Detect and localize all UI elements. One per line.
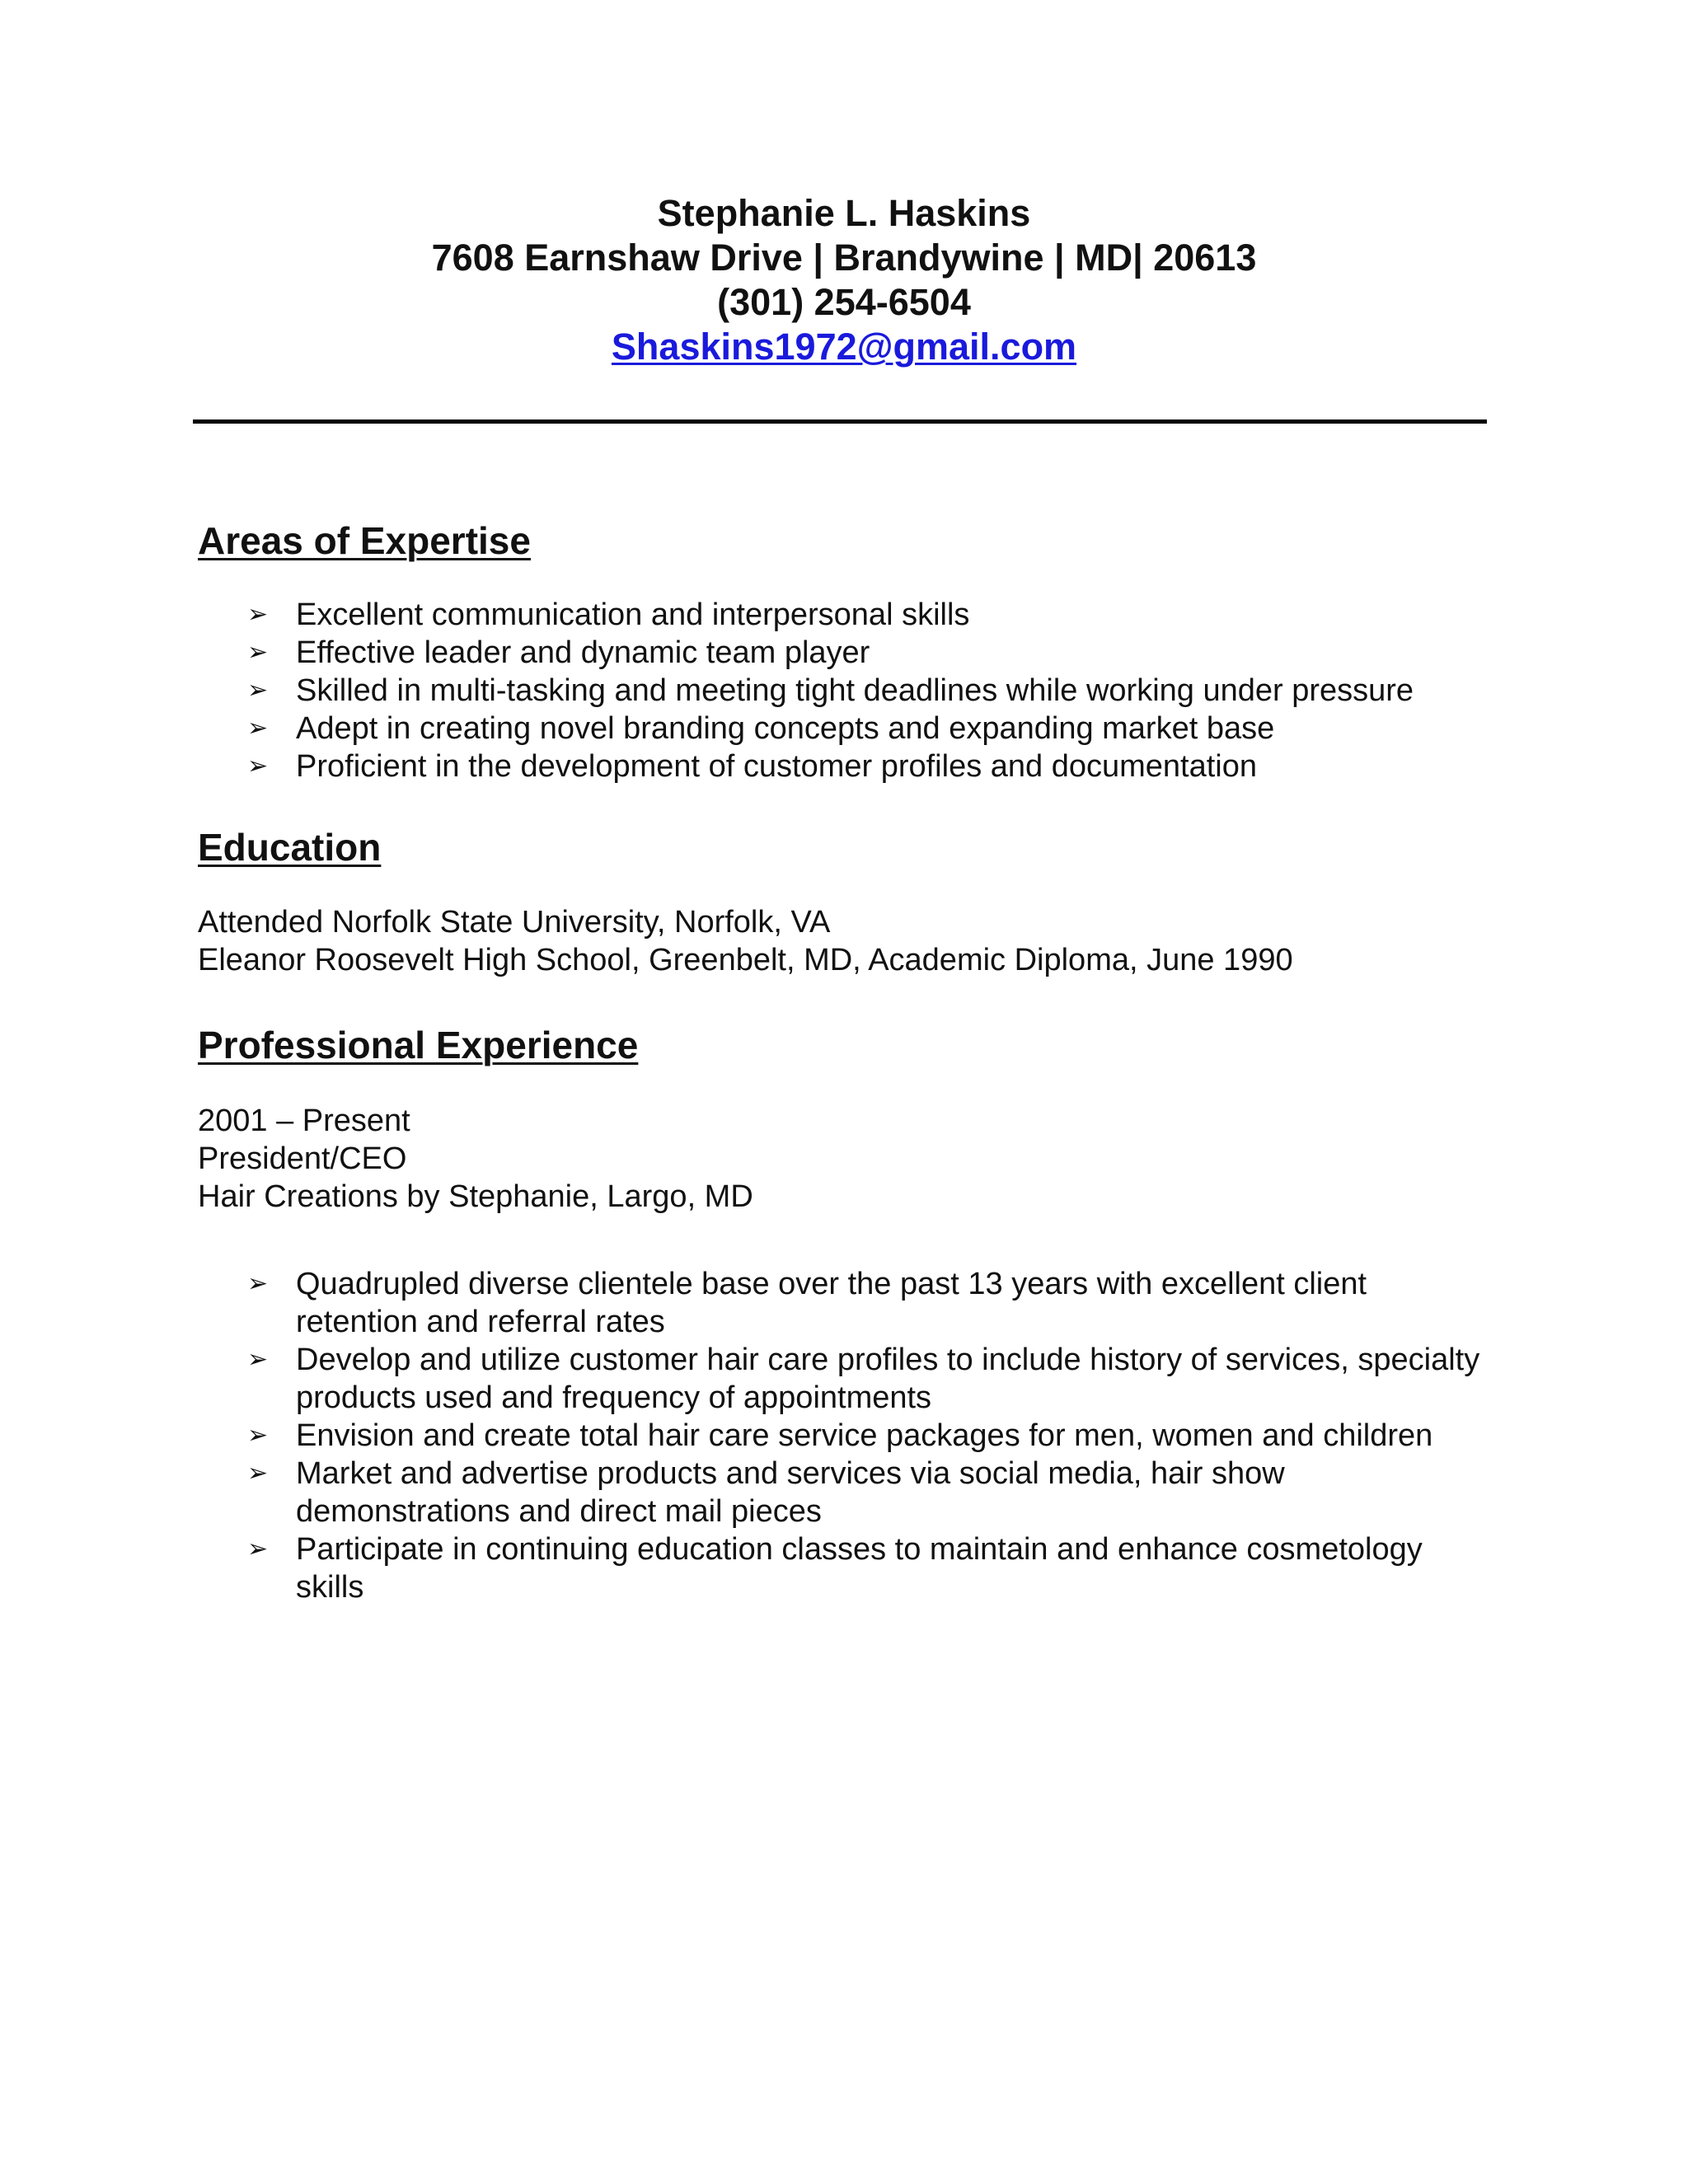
job-dates: 2001 – Present — [198, 1104, 410, 1138]
phone-number: (301) 254-6504 — [717, 281, 971, 323]
arrowhead-bullet-icon: ➢ — [247, 1459, 269, 1488]
list-item: ➢ Envision and create total hair care service packages for men, women and children — [247, 1418, 1433, 1453]
arrowhead-bullet-icon: ➢ — [247, 1421, 269, 1450]
education-heading: Education — [198, 826, 382, 869]
arrowhead-bullet-icon: ➢ — [247, 676, 269, 705]
list-item: ➢ Excellent communication and interpersonal skills — [247, 598, 970, 632]
education-line: Eleanor Roosevelt High School, Greenbelt, MD, Academic Diploma, June 1990 — [198, 943, 1293, 977]
expertise-heading: Areas of Expertise — [198, 519, 531, 562]
contact-header — [0, 191, 1688, 369]
list-item: ➢ Quadrupled diverse clientele base over the past 13 years with excellent client retention and referral rates — [247, 1267, 1367, 1339]
list-item: ➢ Skilled in multi-tasking and meeting tight deadlines while working under pressure — [247, 673, 1414, 708]
mailing-address: 7608 Earnshaw Drive | Brandywine | MD| 20613 — [431, 237, 1257, 279]
education-details — [198, 903, 1293, 979]
email-link[interactable]: Shaskins1972@gmail.com — [611, 326, 1077, 368]
list-item: ➢ Effective leader and dynamic team player — [247, 635, 870, 670]
list-item: ➢ Participate in continuing education classes to maintain and enhance cosmetology skills — [247, 1532, 1423, 1605]
arrowhead-bullet-icon: ➢ — [247, 752, 269, 780]
job-summary — [198, 1102, 753, 1216]
list-item: ➢ Market and advertise products and services via social media, hair show demonstrations and direct mail pieces — [247, 1456, 1285, 1529]
header-divider — [193, 419, 1487, 424]
candidate-name: Stephanie L. Haskins — [657, 192, 1031, 234]
list-item: ➢ Adept in creating novel branding concepts and expanding market base — [247, 711, 1275, 746]
job-company: Hair Creations by Stephanie, Largo, MD — [198, 1179, 753, 1214]
list-item: ➢ Proficient in the development of customer profiles and documentation — [247, 749, 1257, 784]
arrowhead-bullet-icon: ➢ — [247, 714, 269, 743]
job-title: President/CEO — [198, 1141, 407, 1176]
arrowhead-bullet-icon: ➢ — [247, 600, 269, 629]
arrowhead-bullet-icon: ➢ — [247, 1345, 269, 1374]
experience-list — [0, 1265, 1491, 1606]
arrowhead-bullet-icon: ➢ — [247, 1535, 269, 1563]
list-item: ➢ Develop and utilize customer hair care profiles to include history of services, specialty products used and frequency of appointments — [247, 1343, 1480, 1415]
arrowhead-bullet-icon: ➢ — [247, 638, 269, 667]
arrowhead-bullet-icon: ➢ — [247, 1269, 269, 1298]
education-line: Attended Norfolk State University, Norfolk, VA — [198, 905, 831, 940]
experience-heading: Professional Experience — [198, 1024, 639, 1066]
expertise-list — [0, 596, 1491, 785]
